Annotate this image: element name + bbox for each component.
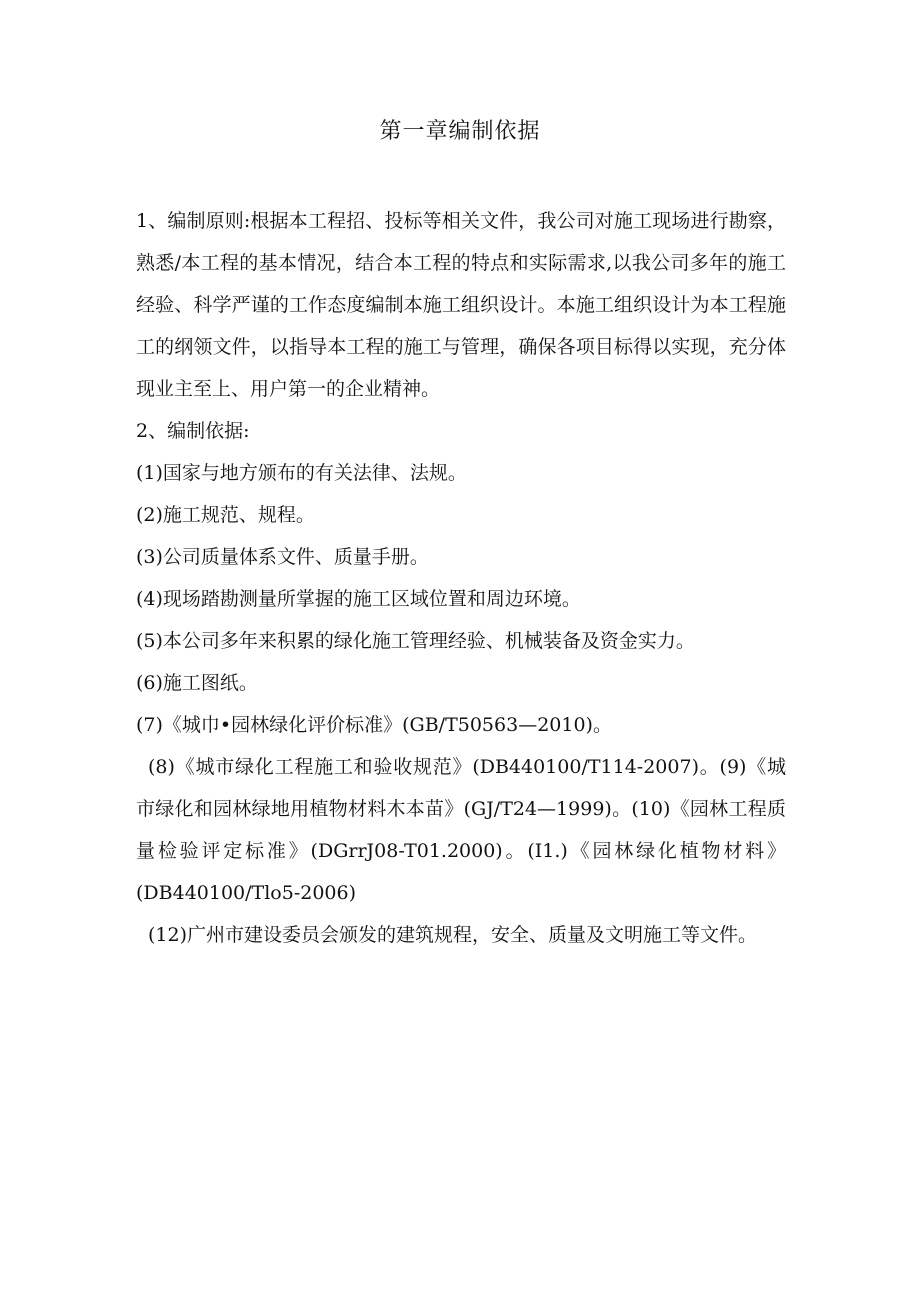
basis-item-6: (6)施工图纸。: [136, 672, 258, 694]
basis-item-2: (2)施工规范、规程。: [136, 504, 315, 526]
basis-item-4: (4)现场踏勘测量所掌握的施工区域位置和周边环境。: [136, 588, 581, 610]
basis-heading: 2、编制依据:: [136, 420, 250, 442]
principle-paragraph: 1、编制原则:根据本工程招、投标等相关文件，我公司对施工现场进行勘察，熟悉/本工程的基本情况，结合本工程的特点和实际需求,以我公司多年的施工经验、科学严谨的工作态度编制本施工组织设计。本施工组织设计为本工程施工的纲领文件，以指导本工程的施工与管理，确保各项目标得以实现，充分体现业主至上、用户第一的企业精神。: [136, 210, 786, 400]
basis-item-7: (7)《城巾•园林绿化评价标准》(GB/T50563—2010)。: [136, 714, 612, 736]
chapter-title: 第一章编制依据: [379, 119, 541, 144]
basis-item-3: (3)公司质量体系文件、质量手册。: [136, 546, 429, 568]
basis-item-1: (1)国家与地方颁布的有关法律、法规。: [136, 462, 467, 484]
document-body: [136, 200, 786, 956]
basis-item-12: (12)广州市建设委员会颁发的建筑规程，安全、质量及文明施工等文件。: [148, 924, 758, 946]
basis-item-8-to-11: (8)《城市绿化工程施工和验收规范》(DB440100/T114-2007)。(9)《城市绿化和园林绿地用植物材料木本苗》(GJ/T24—1999)。(10)《园林工程质量检验评定标准》(DGrrJ08-T01.2000)。(I1.)《园林绿化植物材料》(DB440100/Tlo5-2006): [136, 756, 786, 904]
basis-item-5: (5)本公司多年来积累的绿化施工管理经验、机械装备及资金实力。: [136, 630, 695, 652]
